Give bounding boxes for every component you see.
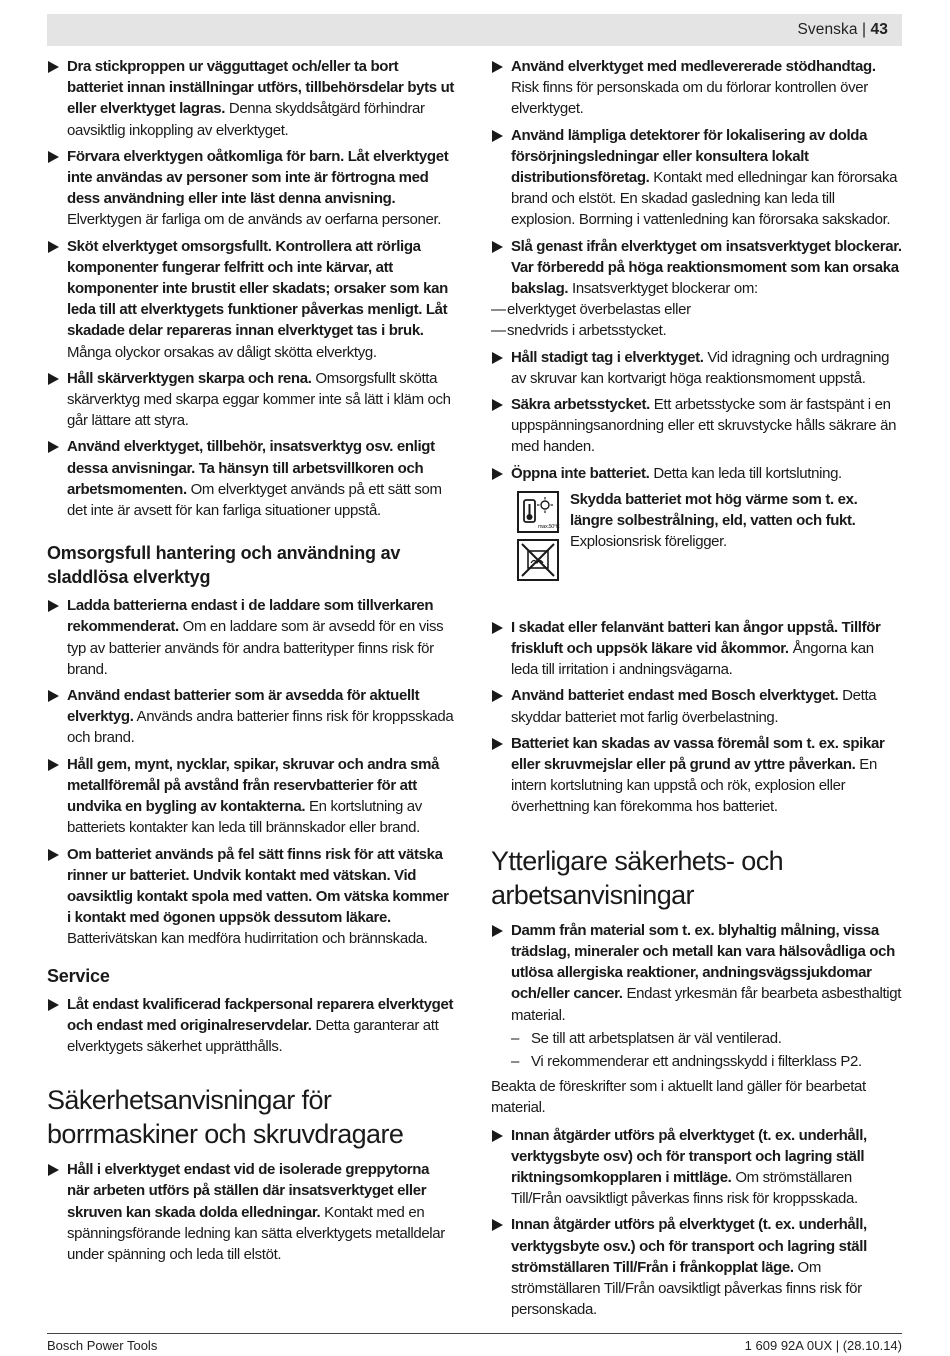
safety-list-drill (47, 1159, 455, 1265)
header-language: Svenska (797, 21, 858, 38)
bullet-triangle-icon (48, 690, 59, 702)
dash-marker: – (511, 1052, 519, 1070)
item-bold: Sköt elverktyget omsorgsfullt. Kontrollera att rörliga komponenter fungerar felfritt och inte kärvar, att komponenter inte brustit eller skadats; orsaker som kan leda till att elverktygets funktioner påverkas menligt. Låt skadade delar repareras innan elverktyget tas i bruk. (67, 237, 448, 340)
safety-item (47, 436, 455, 521)
item-bold: Håll gem, mynt, nycklar, spikar, skruvar och andra små metallföremål på avstånd från reservbatterier för att undvika en bygling av kontakterna. (67, 755, 440, 816)
item-bold: Ladda batterierna endast i de laddare som tillverkaren rekommenderat. (67, 597, 434, 636)
item-text: Ångorna kan leda till irritation i andningsvägarna. (511, 640, 874, 679)
dash-text: Vi rekommenderar ett andningsskydd i filterklass P2. (531, 1052, 862, 1070)
bullet-triangle-icon (492, 1130, 503, 1142)
item-text: Vid idragning och urdragning av skruvar kan kortvarigt höga reaktionsmoment uppstå. (511, 348, 890, 387)
bullet-triangle-icon (492, 738, 503, 750)
bullet-triangle-icon (48, 441, 59, 453)
item-text: Denna skyddsåtgärd förhindrar oavsiktlig inkoppling av elverktyget. (67, 100, 425, 139)
bullet-triangle-icon (48, 759, 59, 771)
bullet-triangle-icon (492, 61, 503, 73)
item-text: Kontakt med elledningar kan förorsaka brand och elstöt. En skadad gasledning kan leda till explosion. Borrning i vattenledning kan förorsaka sakskador. (511, 169, 898, 229)
safety-item (491, 236, 902, 342)
safety-item (47, 236, 455, 363)
item-text: Detta garanterar att elverktygets säkerhet upprätthålls. (67, 1016, 439, 1055)
safety-item (491, 347, 902, 389)
safety-item (47, 685, 455, 749)
item-text: Explosionsrisk föreligger. (570, 533, 727, 551)
dash-text: Se till att arbetsplatsen är väl ventilerad. (531, 1029, 782, 1047)
heading-drill-safety: Säkerhetsanvisningar för borrmaskiner och skruvdragare (47, 1085, 404, 1150)
safety-item (491, 463, 902, 484)
thermometer-sun-icon (519, 493, 560, 531)
item-bold: Använd elverktyget med medlevererade stödhandtag. (511, 58, 876, 75)
bullet-triangle-icon (492, 1219, 503, 1231)
safety-list-further (491, 920, 902, 1321)
safety-list-general (47, 56, 455, 521)
bullet-triangle-icon (48, 241, 59, 253)
safety-item (491, 617, 902, 681)
item-bold: Skydda batteriet mot hög värme som t. ex. längre solbestrålning, eld, vatten och fukt. (570, 490, 858, 530)
item-text: Många olyckor orsakas av dåligt skötta elverktyg. (67, 343, 377, 361)
safety-item (491, 920, 902, 1026)
bullet-triangle-icon (48, 600, 59, 612)
dash-marker: — (491, 301, 506, 319)
bullet-triangle-icon (48, 151, 59, 163)
safety-item (47, 994, 455, 1058)
item-text: Elverktygen är farliga om de används av oerfarna personer. (67, 211, 442, 229)
item-bold: Säkra arbetsstycket. (511, 396, 650, 414)
item-text: En kortslutning av batteriets kontakter kan leda till brännskador eller brand. (67, 798, 422, 837)
item-bold: Slå genast ifrån elverktyget om insatsverktyget blockerar. Var förberedd på höga reaktionsmoment som kan orsaka bakslag. (511, 237, 902, 298)
dash-list-item (491, 320, 902, 341)
safety-item (47, 754, 455, 839)
item-text: Om strömställaren Till/Från oavsiktligt påverkas finns risk för kroppsskada. (511, 1168, 858, 1208)
no-water-fire-icon (517, 539, 559, 581)
bullet-triangle-icon (492, 130, 503, 142)
safety-list-service (47, 994, 455, 1058)
bullet-triangle-icon (492, 468, 503, 480)
dash-list-item (491, 1028, 902, 1049)
item-bold: Förvara elverktygen oåtkomliga för barn. Låt elverktyget inte användas av personer som inte är förtrogna med dess användning eller inte läst denna anvisning. (67, 147, 449, 208)
bullet-triangle-icon (492, 622, 503, 634)
item-text: Detta skyddar batteriet mot farlig överbelastning. (511, 687, 877, 726)
warning-icons (517, 491, 563, 587)
dash-marker: — (491, 322, 506, 340)
safety-item (47, 146, 455, 231)
heading-further-safety: Ytterligare säkerhets- och arbetsanvisningar (491, 845, 784, 910)
right-column (491, 56, 902, 1325)
dash-marker: – (511, 1029, 519, 1047)
left-column (47, 56, 455, 1270)
bullet-triangle-icon (492, 399, 503, 411)
item-text: Kontakt med en spänningsförande ledning kan sätta elverktygets metalldelar under spänning och leda till elstöt. (67, 1203, 445, 1263)
item-bold: Håll stadigt tag i elverktyget. (511, 348, 704, 366)
heading-service: Service (47, 965, 110, 986)
warning-text (570, 489, 900, 553)
page-number: 43 (870, 21, 888, 38)
max-temp-label: max.50°C (538, 523, 560, 530)
item-bold: Använd endast batterier som är avsedda för aktuellt elverktyg. (67, 687, 420, 726)
item-bold: Håll skärverktygen skarpa och rena. (67, 369, 312, 387)
item-bold: Använd batteriet endast med Bosch elverktyget. (511, 687, 839, 705)
item-bold: Batteriet kan skadas av vassa föremål som t. ex. spikar eller skruvmejslar eller på grund av yttre påverkan. (511, 734, 885, 774)
item-bold: Håll i elverktyget endast vid de isolerade greppytorna när arbeten utförs på ställen där insatsverktyget eller skruven kan skada dolda elledningar. (67, 1161, 430, 1221)
footer-brand: Bosch Power Tools (47, 1338, 158, 1353)
item-bold: Innan åtgärder utförs på elverktyget (t. ex. underhåll, verktygsbyte osv.) och för transport och lagring ställ strömställaren Till/Från i frånkopplat läge. (511, 1216, 867, 1276)
safety-item (491, 125, 902, 231)
item-text: Om en laddare som är avsedd för en viss typ av batterier används för andra batterityper finns risk för brand. (67, 618, 444, 678)
safety-item (491, 56, 902, 120)
safety-item (491, 394, 902, 458)
battery-heat-icon (517, 491, 559, 533)
safety-list-battery-damage (491, 617, 902, 818)
header-language-page (797, 21, 888, 39)
footer-code: 1 609 92A 0UX | (28.10.14) (744, 1338, 902, 1353)
item-bold: Dra stickproppen ur vägguttaget och/eller ta bort batteriet innan inställningar utförs, tillbehörsdelar byts ut eller elverktyget lagras. (67, 58, 455, 118)
item-text: Batterivätskan kan medföra hudirritation och brännskada. (67, 930, 428, 948)
item-text: Insatsverktyget blockerar om: (568, 280, 758, 298)
item-text: Om elverktyget används på ett sätt som det inte är avsett för kan farliga situationer uppstå. (67, 480, 442, 520)
item-bold: Damm från material som t. ex. blyhaltig målning, vissa trädslag, mineraler och metall kan vara hälsovådliga och utlösa allergiska reaktioner, andningsvägssjukdomar och/eller cancer. (511, 921, 895, 1003)
prohibited-battery-icon (519, 541, 557, 579)
header-separator: | (857, 21, 871, 38)
safety-item (47, 56, 455, 141)
safety-list-handling (491, 56, 902, 484)
page-header (47, 14, 902, 46)
bullet-triangle-icon (48, 373, 59, 385)
note-paragraph: Beakta de föreskrifter som i aktuellt land gäller för bearbetat material. (491, 1078, 866, 1117)
dash-list-item (491, 299, 902, 320)
safety-list-battery (47, 595, 455, 949)
item-bold: I skadat eller felanvänt batteri kan ångor uppstå. Tillför friskluft och uppsök läkare vid åkommor. (511, 618, 881, 658)
item-text: Detta kan leda till kortslutning. (649, 464, 842, 482)
safety-item (491, 1214, 902, 1320)
bullet-triangle-icon (492, 690, 503, 702)
item-text: Risk finns för personskada om du förlorar kontrollen över elverktyget. (511, 79, 868, 118)
item-text: Omsorgsfullt skötta skärverktyg med skarpa eggar kommer inte så lätt i kläm och går lättare att styra. (67, 369, 451, 430)
bullet-triangle-icon (48, 61, 59, 73)
item-bold: Innan åtgärder utförs på elverktyget (t. ex. underhåll, verktygsbyte osv) och för transport och lagring ställ riktningsomkopplaren i mittläge. (511, 1126, 867, 1186)
heading-battery-tools: Omsorgsfull hantering och användning av sladdlösa elverktyg (47, 543, 401, 588)
item-bold: Låt endast kvalificerad fackpersonal reparera elverktyget och endast med originalreservdelar. (67, 995, 454, 1034)
footer-divider (47, 1333, 902, 1334)
safety-item (491, 685, 902, 727)
safety-item (47, 595, 455, 680)
item-bold: Om batteriet används på fel sätt finns risk för att vätska rinner ur batteriet. Undvik kontakt med vätskan. Vid oavsiktlig kontakt spola med vatten. Om vätska kommer i kontakt med ögonen uppsök dessutom läkare. (67, 845, 449, 927)
dash-text: elverktyget överbelastas eller (507, 301, 691, 319)
safety-item (47, 368, 455, 432)
bullet-triangle-icon (492, 925, 503, 937)
bullet-triangle-icon (48, 999, 59, 1011)
item-bold: Använd lämpliga detektorer för lokalisering av dolda försörjningsledningar eller konsultera lokalt distributionsföretag. (511, 126, 868, 187)
item-text: Endast yrkesmän får bearbeta asbesthaltigt material. (511, 985, 902, 1024)
bullet-triangle-icon (48, 849, 59, 861)
battery-heat-warning (491, 489, 902, 587)
bullet-triangle-icon (48, 1164, 59, 1176)
item-bold: Använd elverktyget, tillbehör, insatsverktyg osv. enligt dessa anvisningar. Ta hänsyn till arbetsvillkoren och arbetsmomenten. (67, 438, 435, 498)
bullet-triangle-icon (492, 241, 503, 253)
item-text: Används andra batterier finns risk för kroppsskada och brand. (67, 708, 454, 747)
item-text: Om strömställaren Till/Från oavsiktligt påverkas finns risk för personskada. (511, 1258, 862, 1319)
safety-item (491, 733, 902, 818)
safety-item (47, 844, 455, 950)
safety-item (491, 1125, 902, 1210)
safety-item (47, 1159, 455, 1265)
dash-list-item (491, 1051, 902, 1072)
item-bold: Öppna inte batteriet. (511, 464, 650, 482)
bullet-triangle-icon (492, 352, 503, 364)
dash-text: snedvrids i arbetsstycket. (507, 322, 667, 340)
item-text: En intern kortslutning kan uppstå och rök, explosion eller överhettning kan förekomma hos batteriet. (511, 756, 877, 816)
item-text: Ett arbetsstycke som är fastspänt i en uppspänningsanordning eller ett skruvstycke hålls säkrare än med handen. (511, 396, 897, 456)
